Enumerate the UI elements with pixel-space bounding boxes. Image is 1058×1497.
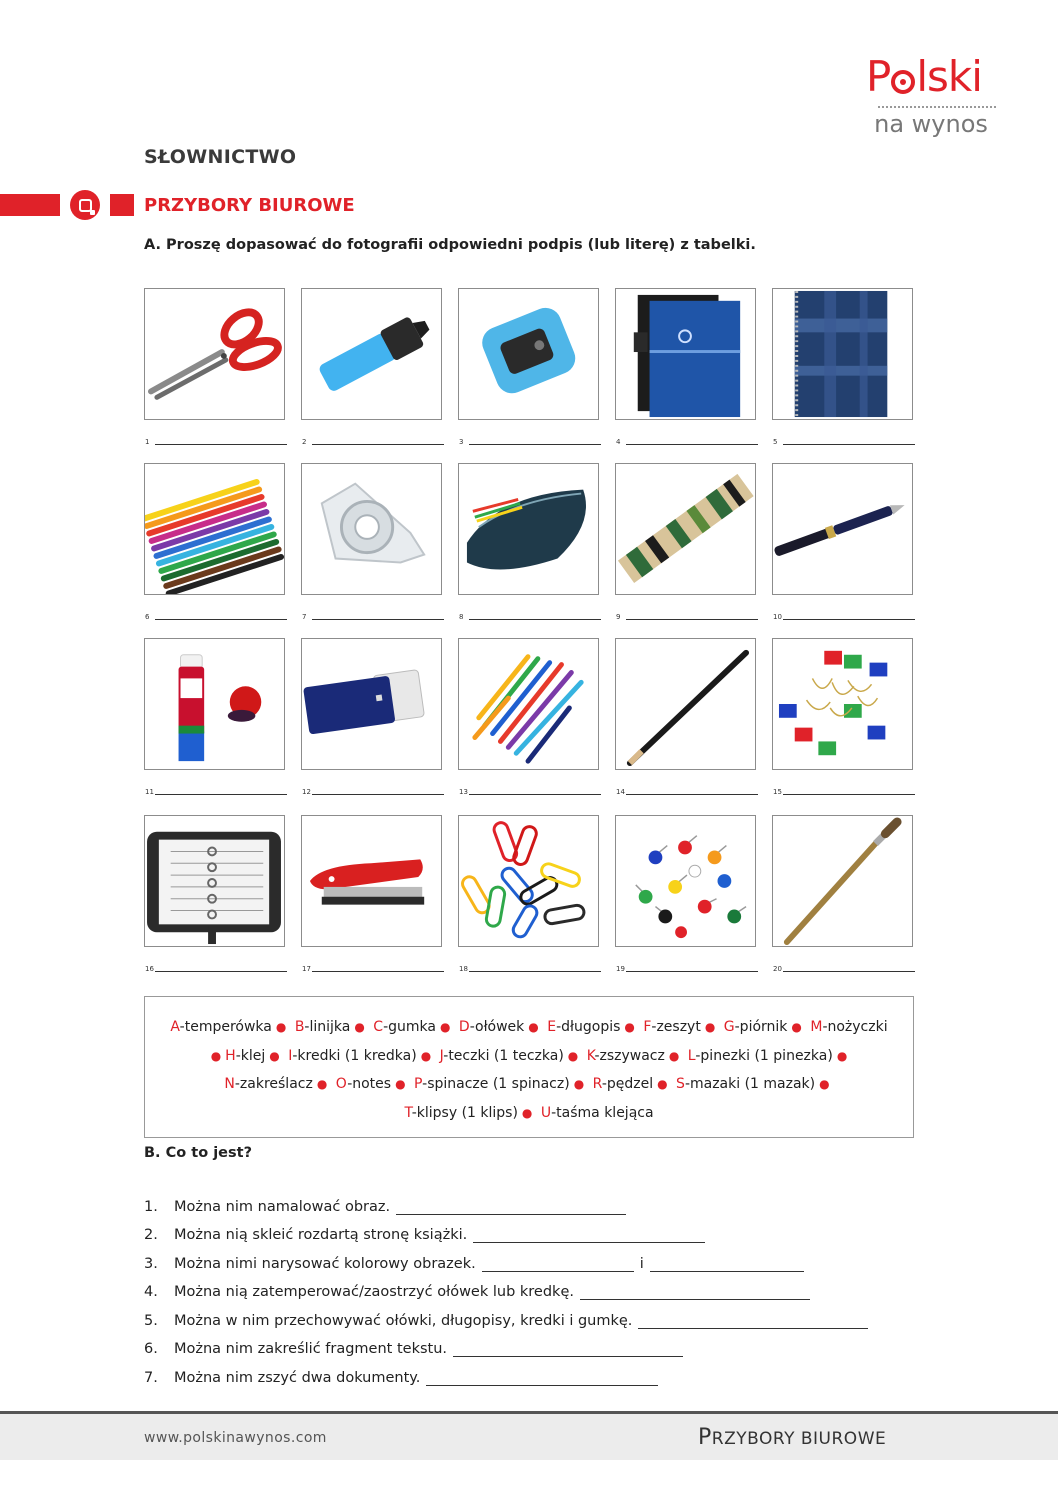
answer-line[interactable]: [458, 609, 599, 621]
answer-line[interactable]: [772, 434, 913, 446]
pencil-icon: [615, 638, 756, 770]
glue-stick-icon: [144, 638, 285, 770]
photo-cell: [144, 815, 285, 973]
photo-cell: [458, 815, 599, 973]
answer-line[interactable]: [144, 784, 285, 796]
question-item: 6. Można nim zakreślić fragment tekstu.: [144, 1329, 924, 1358]
answer-line[interactable]: [772, 609, 913, 621]
answer-number: 11: [145, 788, 154, 796]
logo: [866, 52, 1006, 138]
answer-line[interactable]: [301, 961, 442, 973]
word-item: G-piórnik: [723, 1019, 788, 1035]
logo-divider: [878, 106, 996, 108]
word-item: P-spinacze (1 spinacz): [414, 1076, 570, 1092]
photo-cell: [615, 638, 756, 796]
word-item: E-długopis: [547, 1019, 621, 1035]
word-item: S-mazaki (1 mazak): [676, 1076, 816, 1092]
answer-number: 15: [773, 788, 782, 796]
answer-blank[interactable]: [453, 1343, 683, 1357]
photo-cell: [615, 815, 756, 973]
red-bar-left: [0, 194, 60, 216]
answer-number: 16: [145, 965, 154, 973]
instruction-a: A. Proszę dopasować do fotografii odpowiedni podpis (lub literę) z tabelki.: [144, 237, 756, 253]
answer-number: 6: [145, 613, 150, 621]
answer-number: 9: [616, 613, 621, 621]
folder-icon: [615, 288, 756, 420]
photo-cell: [301, 638, 442, 796]
photo-cell: [301, 288, 442, 446]
logo-subtitle: na wynos: [874, 110, 988, 138]
answer-blank[interactable]: [473, 1229, 705, 1243]
notebook-icon: [772, 288, 913, 420]
answer-number: 3: [459, 438, 464, 446]
word-box: [144, 996, 914, 1138]
answer-number: 20: [773, 965, 782, 973]
topic-title: PRZYBORY BIUROWE: [144, 195, 355, 216]
footer-title: PRZYBORY BIUROWE: [698, 1425, 887, 1450]
word-item: T-klipsy (1 klips): [404, 1104, 518, 1121]
question-list: [144, 1186, 924, 1386]
word-item: O-notes: [335, 1076, 392, 1092]
photo-cell: [615, 288, 756, 446]
word-item: D-ołówek: [458, 1019, 525, 1035]
photo-cell: [301, 815, 442, 973]
ruler-icon: [615, 463, 756, 595]
answer-line[interactable]: [615, 434, 756, 446]
answer-line[interactable]: [301, 784, 442, 796]
logo-letter-p: P: [866, 52, 891, 101]
photo-cell: [458, 463, 599, 621]
question-item: 4. Można nią zatemperować/zaostrzyć ołówek lub kredkę.: [144, 1272, 924, 1301]
word-item: N-zakreślacz: [224, 1076, 313, 1092]
question-item: 1. Można nim namalować obraz.: [144, 1186, 924, 1215]
answer-number: 8: [459, 613, 464, 621]
paintbrush-icon: [772, 815, 913, 947]
word-item: L-pinezki (1 pinezka): [687, 1047, 833, 1064]
answer-blank[interactable]: [580, 1286, 810, 1300]
photo-cell: [458, 638, 599, 796]
topic-icon: [70, 190, 100, 220]
answer-number: 17: [302, 965, 311, 973]
word-line: N-zakreślacz ● O-notes ● P-spinacze (1 spinacz) ● R-pędzel ● S-mazaki (1 mazak) ●: [224, 1076, 830, 1092]
photo-cell: [301, 463, 442, 621]
logo-letters: lski: [916, 52, 982, 101]
photo-cell: [144, 288, 285, 446]
word-item: M-nożyczki: [810, 1019, 888, 1035]
red-bar-right: [110, 194, 134, 216]
answer-line[interactable]: [458, 784, 599, 796]
photo-cell: [772, 815, 913, 973]
answer-blank[interactable]: [650, 1258, 804, 1272]
word-line: ● H-klej ● I-kredki (1 kredka) ● J-teczki (1 teczka) ● K-zszywacz ● L-pinezki (1 pinezka) ●: [210, 1047, 848, 1064]
photo-cell: [144, 638, 285, 796]
markers-icon: [458, 638, 599, 770]
answer-number: 1: [145, 438, 150, 446]
answer-line[interactable]: [772, 961, 913, 973]
question-item: 7. Można nim zszyć dwa dokumenty.: [144, 1357, 924, 1386]
binder-clips-icon: [772, 638, 913, 770]
answer-line[interactable]: [301, 434, 442, 446]
answer-line[interactable]: [772, 784, 913, 796]
answer-number: 19: [616, 965, 625, 973]
answer-line[interactable]: [458, 434, 599, 446]
pencil-case-icon: [458, 463, 599, 595]
word-line: T-klipsy (1 klips) ● U-taśma klejąca: [404, 1104, 654, 1121]
sharpener-icon: [458, 288, 599, 420]
highlighter-icon: [301, 288, 442, 420]
logo-o-icon: [891, 70, 915, 94]
scissors-icon: [144, 288, 285, 420]
word-item: R-pędzel: [592, 1076, 654, 1092]
answer-line[interactable]: [301, 609, 442, 621]
answer-line[interactable]: [144, 961, 285, 973]
answer-blank[interactable]: [426, 1372, 658, 1386]
word-item: U-taśma klejąca: [540, 1104, 654, 1121]
instruction-b: B. Co to jest?: [144, 1145, 252, 1161]
photo-cell: [144, 463, 285, 621]
word-line: A-temperówka ● B-linijka ● C-gumka ● D-ołówek ● E-długopis ● F-zeszyt ● G-piórnik ● M-nożyczki: [170, 1019, 888, 1035]
answer-number: 18: [459, 965, 468, 973]
answer-number: 10: [773, 613, 782, 621]
section-title: SŁOWNICTWO: [144, 146, 297, 168]
photo-cell: [615, 463, 756, 621]
answer-line[interactable]: [615, 784, 756, 796]
push-pins-icon: [615, 815, 756, 947]
answer-line[interactable]: [615, 609, 756, 621]
pen-icon: [772, 463, 913, 595]
answer-line[interactable]: [144, 434, 285, 446]
answer-number: 5: [773, 438, 778, 446]
paper-clips-icon: [458, 815, 599, 947]
answer-number: 7: [302, 613, 307, 621]
answer-number: 2: [302, 438, 307, 446]
answer-blank[interactable]: [396, 1201, 626, 1215]
crayons-icon: [144, 463, 285, 595]
word-item: I-kredki (1 kredka): [288, 1047, 417, 1064]
answer-blank[interactable]: [638, 1315, 868, 1329]
word-item: C-gumka: [373, 1019, 436, 1035]
question-item: 3. Można nimi narysować kolorowy obrazek. i: [144, 1243, 924, 1272]
eraser-icon: [301, 638, 442, 770]
word-item: K-zszywacz: [586, 1047, 665, 1064]
stapler-icon: [301, 815, 442, 947]
answer-line[interactable]: [615, 961, 756, 973]
organizer-icon: [144, 815, 285, 947]
question-item: 2. Można nią skleić rozdartą stronę książki.: [144, 1215, 924, 1244]
word-item: B-linijka: [294, 1019, 351, 1035]
photo-cell: [772, 288, 913, 446]
tape-dispenser-icon: [301, 463, 442, 595]
photo-cell: [772, 463, 913, 621]
answer-blank[interactable]: [482, 1258, 634, 1272]
answer-number: 13: [459, 788, 468, 796]
word-item: F-zeszyt: [643, 1019, 701, 1035]
answer-number: 12: [302, 788, 311, 796]
word-item: H-klej: [225, 1047, 266, 1064]
logo-main: [866, 52, 1006, 101]
photo-cell: [772, 638, 913, 796]
word-item: J-teczki (1 teczka): [439, 1047, 564, 1064]
footer-url[interactable]: www.polskinawynos.com: [144, 1430, 327, 1446]
answer-number: 14: [616, 788, 625, 796]
word-item: A-temperówka: [170, 1019, 272, 1035]
answer-number: 4: [616, 438, 621, 446]
answer-line[interactable]: [144, 609, 285, 621]
photo-cell: [458, 288, 599, 446]
question-item: 5. Można w nim przechowywać ołówki, długopisy, kredki i gumkę.: [144, 1300, 924, 1329]
answer-line[interactable]: [458, 961, 599, 973]
